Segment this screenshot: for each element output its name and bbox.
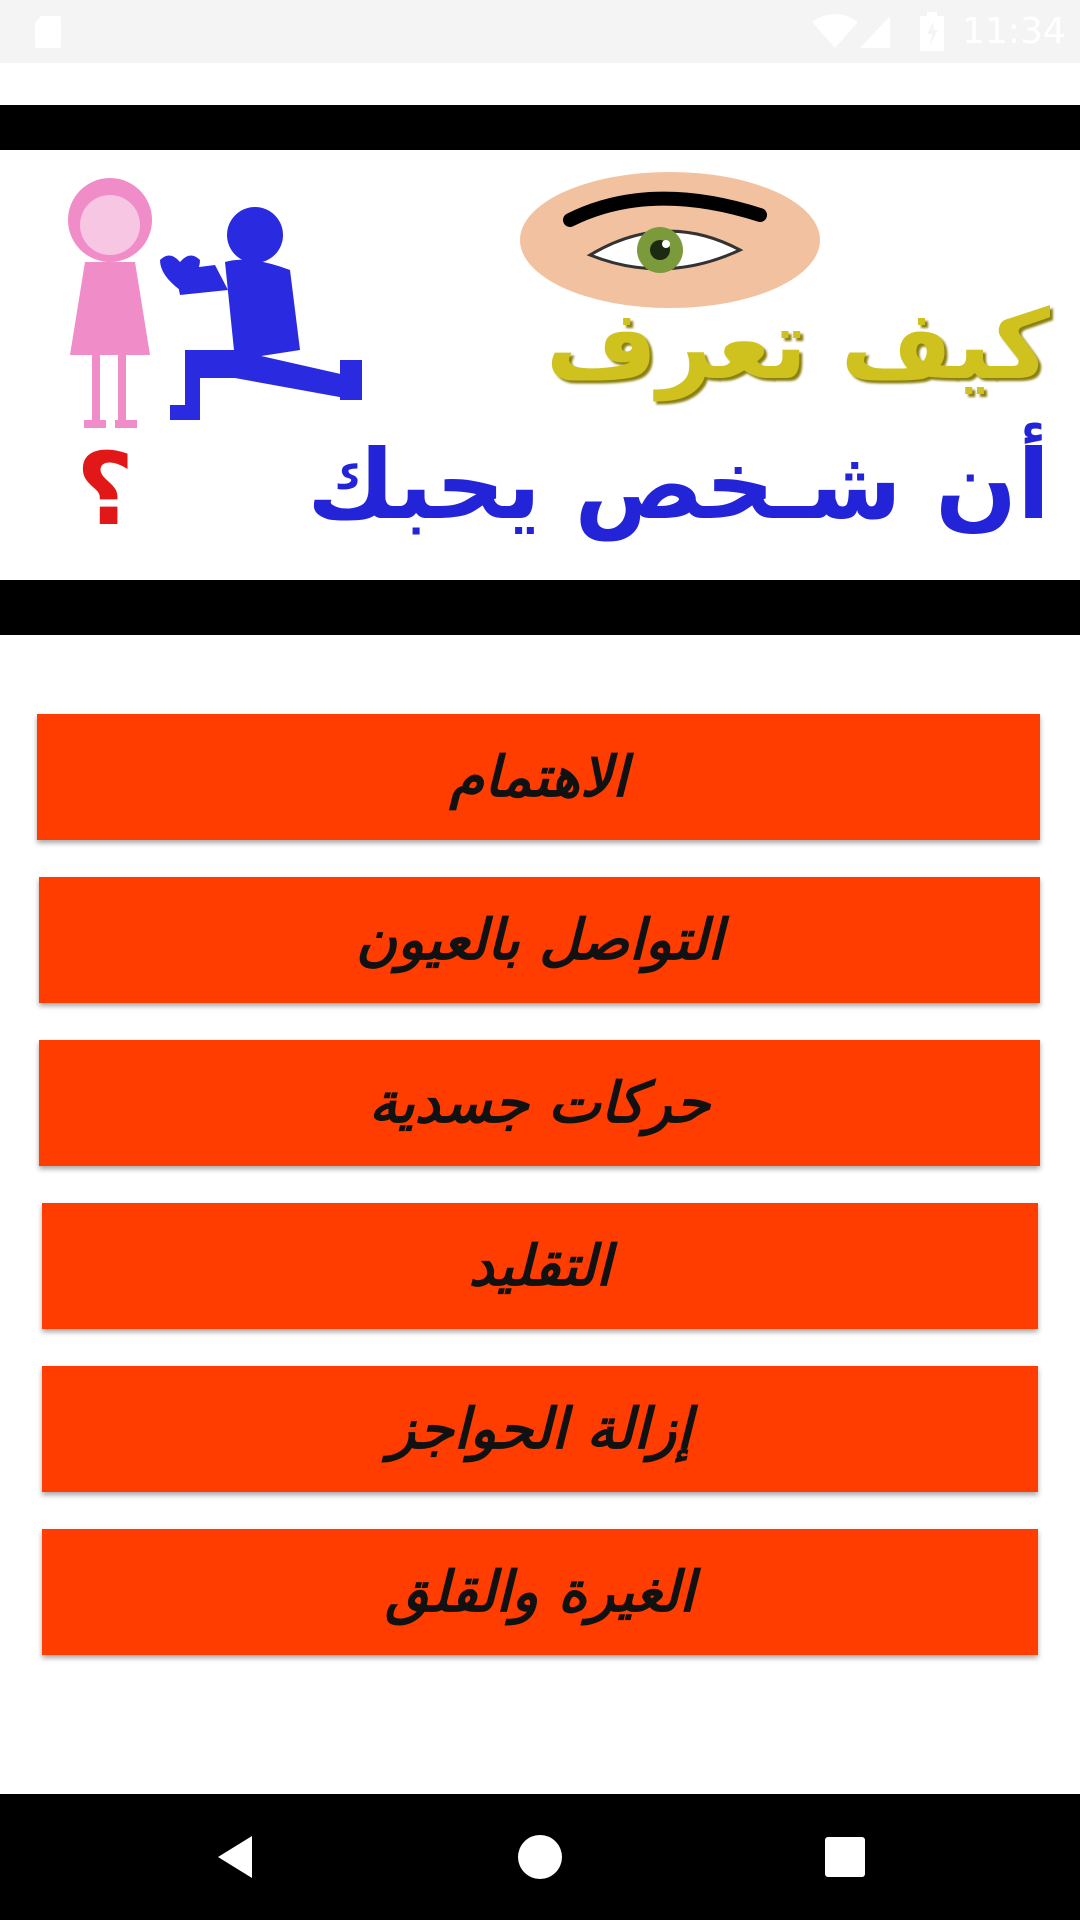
banner-title-line1: كيف تعرف — [545, 289, 1050, 401]
menu-button-label: الاهتمام — [449, 744, 628, 810]
menu-button-body-movements[interactable] — [39, 1040, 1040, 1166]
battery-charging-icon — [918, 12, 946, 52]
menu-button-eye-contact[interactable] — [39, 877, 1040, 1003]
signal-icon — [858, 14, 892, 50]
menu-button-interest[interactable] — [37, 714, 1040, 840]
system-nav-bar — [0, 1794, 1080, 1920]
banner-bottom-bar — [0, 580, 1080, 635]
banner-top-bar — [0, 105, 1080, 150]
banner-title-line2: أن شـخص يحبك — [307, 429, 1050, 541]
boy-illustration — [160, 207, 362, 420]
menu-button-removing-barriers[interactable] — [42, 1366, 1038, 1492]
menu-button-jealousy-anxiety[interactable] — [42, 1529, 1038, 1655]
girl-illustration — [68, 178, 152, 428]
menu-button-label: التقليد — [468, 1233, 612, 1299]
home-icon[interactable] — [505, 1822, 575, 1892]
menu-button-label: إزالة الحواجز — [388, 1396, 692, 1462]
menu-button-label: التواصل بالعيون — [355, 907, 724, 973]
menu-button-imitation[interactable] — [42, 1203, 1038, 1329]
sim-card-icon — [33, 14, 63, 50]
menu-button-label: الغيرة والقلق — [385, 1559, 695, 1625]
status-clock: 11:34 — [962, 11, 1066, 52]
menu-button-label: حركات جسدية — [368, 1070, 711, 1136]
header-banner — [0, 105, 1080, 635]
status-bar — [0, 0, 1080, 63]
recents-icon[interactable] — [810, 1822, 880, 1892]
banner-question-mark: ؟ — [75, 431, 134, 548]
back-icon[interactable] — [200, 1822, 270, 1892]
wifi-icon — [810, 14, 860, 50]
